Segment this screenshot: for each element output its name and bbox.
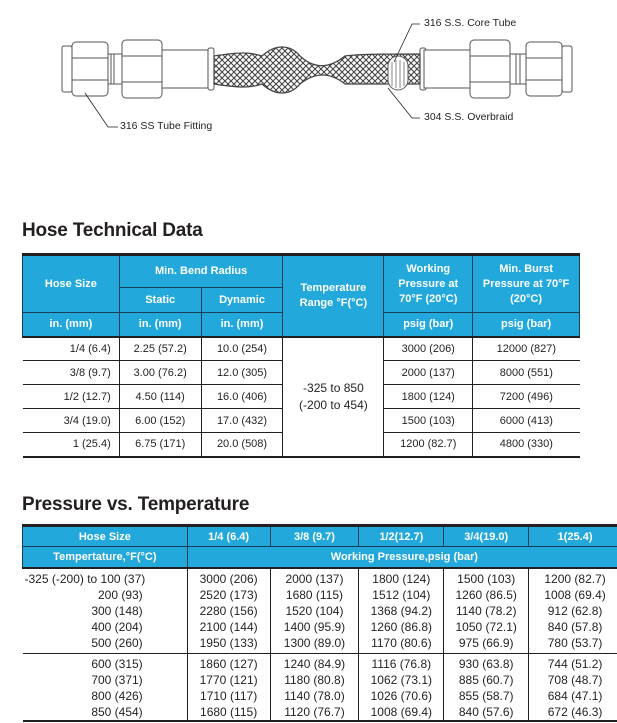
cell-pressure: 780 (53.7) [529, 635, 617, 654]
hose-technical-data-title: Hose Technical Data [22, 220, 203, 241]
cell-hose-size: 1 (25.4) [23, 433, 120, 457]
header-min-bend-radius: Min. Bend Radius [119, 255, 283, 288]
callout-tube-fitting: 316 SS Tube Fitting [120, 120, 213, 132]
cell-static: 4.50 (114) [119, 385, 201, 409]
cell-pressure: 1860 (127) [187, 653, 270, 672]
cell-pressure: 1008 (69.4) [359, 704, 444, 721]
cell-temperature: 400 (204) [23, 619, 188, 635]
cell-working: 3000 (206) [384, 337, 473, 361]
table-row [23, 337, 580, 361]
cell-hose-size: 1/4 (6.4) [23, 337, 120, 361]
cell-pressure: 684 (47.1) [529, 688, 617, 704]
table-row [23, 619, 617, 635]
cell-pressure: 1140 (78.0) [270, 688, 359, 704]
cell-working: 1500 (103) [384, 409, 473, 433]
cell-pressure: 1770 (121) [187, 672, 270, 688]
cell-pressure: 1116 (76.8) [359, 653, 444, 672]
header-temperature: Tempertature,°F(°C) [23, 547, 188, 568]
cell-pressure: 2520 (173) [187, 587, 270, 603]
header-hose-size: Hose Size [23, 526, 188, 547]
cell-pressure: 1800 (124) [359, 568, 444, 587]
cell-hose-size: 1/2 (12.7) [23, 385, 120, 409]
cell-pressure: 855 (58.7) [444, 688, 529, 704]
header-size-1: 1(25.4) [529, 526, 617, 547]
cell-pressure: 912 (62.8) [529, 603, 617, 619]
cell-static: 6.00 (152) [119, 409, 201, 433]
cell-pressure: 1680 (115) [187, 704, 270, 721]
cell-working: 1200 (82.7) [384, 433, 473, 457]
cell-pressure: 672 (46.3) [529, 704, 617, 721]
cell-pressure: 1680 (115) [270, 587, 359, 603]
table-row [23, 704, 617, 721]
cell-pressure: 975 (66.9) [444, 635, 529, 654]
cell-pressure: 1520 (104) [270, 603, 359, 619]
cell-dynamic: 16.0 (406) [201, 385, 283, 409]
cell-hose-size: 3/4 (19.0) [23, 409, 120, 433]
temperature-range-f: -325 to 850 [303, 380, 364, 395]
header-hose-size: Hose Size [23, 255, 120, 313]
cell-pressure: 3000 (206) [187, 568, 270, 587]
cell-pressure: 1170 (80.6) [359, 635, 444, 654]
unit-static: in. (mm) [119, 313, 201, 337]
cell-pressure: 1050 (72.1) [444, 619, 529, 635]
hose-assembly-diagram [0, 0, 617, 150]
cell-pressure: 1008 (69.4) [529, 587, 617, 603]
cell-working: 2000 (137) [384, 361, 473, 385]
cell-pressure: 1300 (89.0) [270, 635, 359, 654]
unit-dynamic: in. (mm) [201, 313, 283, 337]
cell-pressure: 930 (63.8) [444, 653, 529, 672]
cell-static: 2.25 (57.2) [119, 337, 201, 361]
cell-pressure: 2000 (137) [270, 568, 359, 587]
cell-pressure: 1260 (86.5) [444, 587, 529, 603]
callout-overbraid: 304 S.S. Overbraid [424, 111, 514, 123]
table-row [23, 672, 617, 688]
cell-pressure: 2280 (156) [187, 603, 270, 619]
cell-hose-size: 3/8 (9.7) [23, 361, 120, 385]
cell-temperature: 600 (315) [23, 653, 188, 672]
cell-pressure: 1710 (117) [187, 688, 270, 704]
cell-pressure: 708 (48.7) [529, 672, 617, 688]
cell-pressure: 1120 (76.7) [270, 704, 359, 721]
cell-burst: 6000 (413) [473, 409, 580, 433]
cell-pressure: 1950 (133) [187, 635, 270, 654]
header-burst-pressure: Min. Burst Pressure at 70°F (20°C) [473, 255, 580, 313]
cell-temperature: 500 (260) [23, 635, 188, 654]
cell-pressure: 1180 (80.8) [270, 672, 359, 688]
cell-temperature: 200 (93) [23, 587, 188, 603]
cell-burst: 8000 (551) [473, 361, 580, 385]
cell-temperature: 800 (426) [23, 688, 188, 704]
cell-burst: 12000 (827) [473, 337, 580, 361]
header-size-1-2: 1/2(12.7) [359, 526, 444, 547]
header-working-pressure: Working Pressure,psig (bar) [187, 547, 617, 568]
cell-dynamic: 20.0 (508) [201, 433, 283, 457]
cell-static: 3.00 (76.2) [119, 361, 201, 385]
cell-pressure: 1240 (84.9) [270, 653, 359, 672]
cell-pressure: 1026 (70.6) [359, 688, 444, 704]
header-temperature-range: Temperature Range °F(°C) [283, 255, 384, 337]
cell-burst: 4800 (330) [473, 433, 580, 457]
cell-temperature: 850 (454) [23, 704, 188, 721]
cell-pressure: 1140 (78.2) [444, 603, 529, 619]
cell-pressure: 840 (57.6) [444, 704, 529, 721]
cell-temperature-range [283, 337, 384, 457]
pressure-vs-temperature-title: Pressure vs. Temperature [22, 494, 250, 515]
hose-illustration [0, 0, 617, 150]
cell-pressure: 1400 (95.9) [270, 619, 359, 635]
header-size-3-4: 3/4(19.0) [444, 526, 529, 547]
cell-temperature: 700 (371) [23, 672, 188, 688]
header-static: Static [119, 288, 201, 313]
cell-pressure: 1062 (73.1) [359, 672, 444, 688]
cell-pressure: 1200 (82.7) [529, 568, 617, 587]
cell-pressure: 1368 (94.2) [359, 603, 444, 619]
table-row [23, 603, 617, 619]
cell-pressure: 1500 (103) [444, 568, 529, 587]
cell-dynamic: 17.0 (432) [201, 409, 283, 433]
cell-pressure: 2100 (144) [187, 619, 270, 635]
cell-dynamic: 12.0 (305) [201, 361, 283, 385]
cell-dynamic: 10.0 (254) [201, 337, 283, 361]
cell-pressure: 885 (60.7) [444, 672, 529, 688]
header-working-pressure: Working Pressure at 70°F (20°C) [384, 255, 473, 313]
unit-hose-size: in. (mm) [23, 313, 120, 337]
header-size-1-4: 1/4 (6.4) [187, 526, 270, 547]
temperature-range-c: (-200 to 454) [299, 397, 368, 412]
cell-pressure: 840 (57.8) [529, 619, 617, 635]
table-row [23, 653, 617, 672]
callout-core-tube: 316 S.S. Core Tube [424, 17, 517, 29]
header-dynamic: Dynamic [201, 288, 283, 313]
table-row [23, 587, 617, 603]
cell-pressure: 1260 (86.8) [359, 619, 444, 635]
cell-pressure: 1512 (104) [359, 587, 444, 603]
unit-burst: psig (bar) [473, 313, 580, 337]
cell-working: 1800 (124) [384, 385, 473, 409]
cell-static: 6.75 (171) [119, 433, 201, 457]
cell-pressure: 744 (51.2) [529, 653, 617, 672]
hose-technical-data-table [22, 253, 580, 458]
pressure-vs-temperature-table [22, 524, 617, 722]
table-row [23, 635, 617, 654]
unit-working: psig (bar) [384, 313, 473, 337]
header-size-3-8: 3/8 (9.7) [270, 526, 359, 547]
table-row [23, 568, 617, 587]
cell-temperature: -325 (-200) to 100 (37) [23, 568, 188, 587]
cell-burst: 7200 (496) [473, 385, 580, 409]
cell-temperature: 300 (148) [23, 603, 188, 619]
table-row [23, 688, 617, 704]
